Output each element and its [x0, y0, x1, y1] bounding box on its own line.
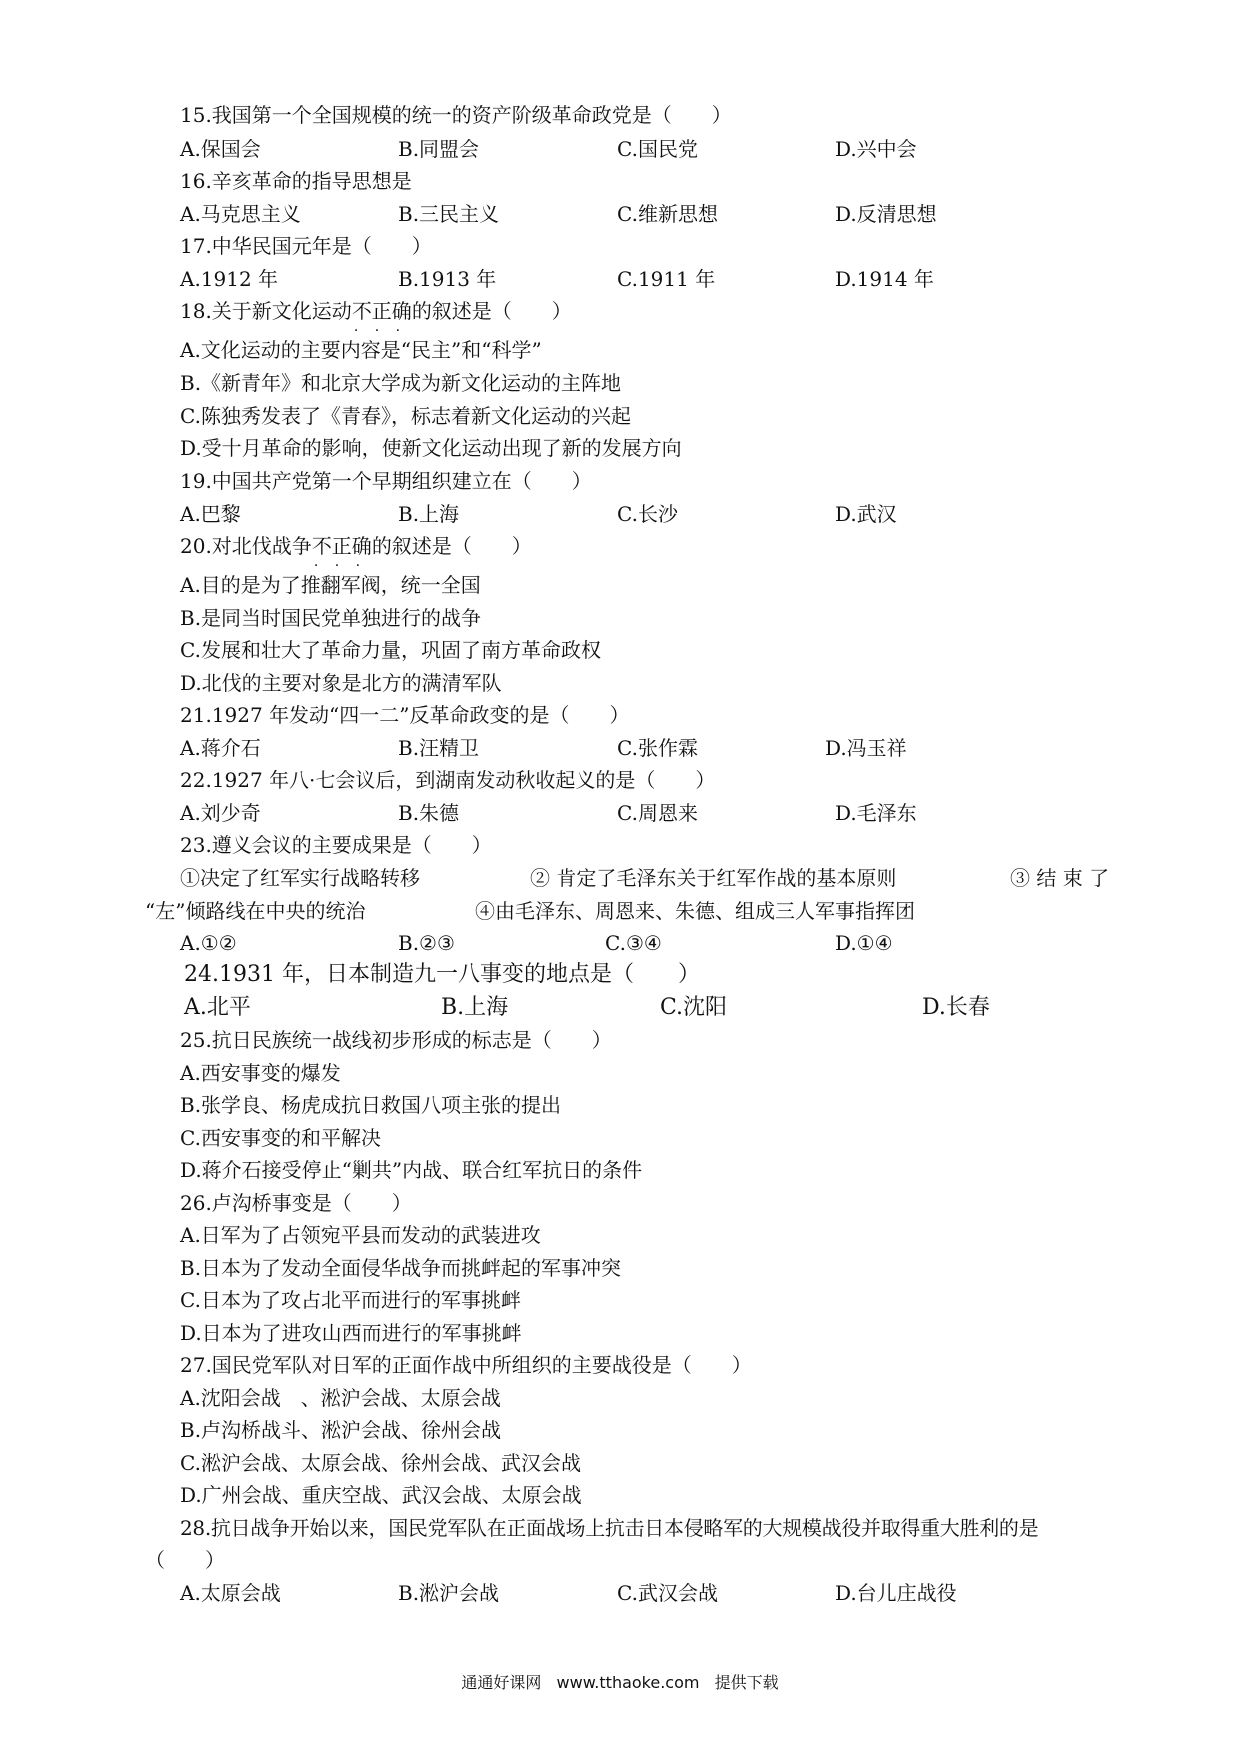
statement-1: ①决定了红军实行战略转移 — [180, 866, 420, 890]
option-c: C.长沙 — [617, 502, 678, 526]
option-d: D.兴中会 — [835, 137, 917, 161]
question-26-stem: 26.卢沟桥事变是（ ） — [180, 1191, 412, 1215]
question-22-stem: 22.1927 年八·七会议后，到湖南发动秋收起义的是（ ） — [180, 768, 716, 792]
question-18-option-b: B.《新青年》和北京大学成为新文化运动的主阵地 — [180, 371, 622, 395]
option-d: D.长春 — [922, 995, 990, 1020]
option-a: A.太原会战 — [180, 1581, 281, 1605]
option-b: B.淞沪会战 — [398, 1581, 500, 1605]
stem-prefix: 18.关于新文化运动 — [180, 299, 352, 323]
question-26-option-b: B.日本为了发动全面侵华战争而挑衅起的军事冲突 — [180, 1256, 622, 1280]
option-c: C.沈阳 — [660, 995, 728, 1020]
question-18-option-d: D.受十月革命的影响，使新文化运动出现了新的发展方向 — [180, 436, 682, 460]
question-22-options — [180, 801, 1180, 825]
option-b: B.汪精卫 — [398, 736, 480, 760]
option-a: A.巴黎 — [180, 502, 241, 526]
question-26-option-a: A.日军为了占领宛平县而发动的武装进攻 — [180, 1223, 541, 1247]
question-24-stem: 24.1931 年，日本制造九一八事变的地点是（ ） — [184, 962, 700, 987]
option-a: A.蒋介石 — [180, 736, 261, 760]
question-18-stem — [180, 299, 572, 323]
question-27-option-d: D.广州会战、重庆空战、武汉会战、太原会战 — [180, 1483, 582, 1507]
question-23-statements-row1 — [180, 866, 1120, 890]
question-23-statements-row2 — [145, 899, 1145, 923]
stem-prefix: 20.对北伐战争 — [180, 534, 312, 558]
stem-suffix: 的叙述是（ ） — [411, 299, 572, 323]
question-19-options — [180, 502, 1180, 526]
option-a: A.北平 — [184, 995, 251, 1020]
question-28-stem: 28.抗日战争开始以来，国民党军队在正面战场上抗击日本侵略军的大规模战役并取得重大胜利的是 — [180, 1516, 1039, 1540]
option-b: B.上海 — [398, 502, 460, 526]
question-15-options — [180, 137, 1180, 161]
option-c: C.③④ — [605, 931, 662, 955]
option-a: A.马克思主义 — [180, 202, 301, 226]
option-a: A.刘少奇 — [180, 801, 261, 825]
question-18-option-a: A.文化运动的主要内容是“民主”和“科学” — [180, 338, 542, 362]
option-a: A.保国会 — [180, 137, 261, 161]
question-20-option-d: D.北伐的主要对象是北方的满清军队 — [180, 671, 502, 695]
question-26-option-d: D.日本为了进攻山西而进行的军事挑衅 — [180, 1321, 522, 1345]
question-18-option-c: C.陈独秀发表了《青春》，标志着新文化运动的兴起 — [180, 404, 631, 428]
emphasized-text: 不正确 · · · — [312, 534, 372, 558]
question-15-stem: 15.我国第一个全国规模的统一的资产阶级革命政党是（ ） — [180, 103, 732, 127]
question-25-stem: 25.抗日民族统一战线初步形成的标志是（ ） — [180, 1028, 612, 1052]
option-a: A.1912 年 — [180, 267, 279, 291]
option-b: B.朱德 — [398, 801, 460, 825]
question-19-stem: 19.中国共产党第一个早期组织建立在（ ） — [180, 469, 592, 493]
question-24-options — [184, 996, 1184, 1020]
question-25-option-d: D.蒋介石接受停止“剿共”内战、联合红军抗日的条件 — [180, 1158, 643, 1182]
option-d: D.台儿庄战役 — [835, 1581, 957, 1605]
option-c: C.周恩来 — [617, 801, 698, 825]
question-26-option-c: C.日本为了攻占北平而进行的军事挑衅 — [180, 1288, 521, 1312]
option-c: C.张作霖 — [617, 736, 698, 760]
question-20-option-a: A.目的是为了推翻军阀，统一全国 — [180, 573, 481, 597]
option-c: C.1911 年 — [617, 267, 716, 291]
option-b: B.三民主义 — [398, 202, 500, 226]
option-d: D.毛泽东 — [835, 801, 917, 825]
question-17-stem: 17.中华民国元年是（ ） — [180, 234, 432, 258]
question-20-option-b: B.是同当时国民党单独进行的战争 — [180, 606, 482, 630]
option-c: C.维新思想 — [617, 202, 718, 226]
option-d: D.1914 年 — [835, 267, 934, 291]
page-footer — [0, 1670, 1240, 1693]
option-d: D.武汉 — [835, 502, 897, 526]
question-21-stem: 21.1927 年发动“四一二”反革命政变的是（ ） — [180, 703, 630, 727]
question-28-stem-continued: （ ） — [145, 1548, 225, 1572]
option-a: A.①② — [180, 931, 237, 955]
option-b: B.1913 年 — [398, 267, 497, 291]
emphasized-text: 不正确 · · · — [352, 299, 412, 323]
question-23-options — [180, 931, 1180, 955]
statement-2: ② 肯定了毛泽东关于红军作战的基本原则 — [530, 866, 897, 890]
statement-4: ④由毛泽东、周恩来、朱德、组成三人军事指挥团 — [475, 899, 915, 923]
option-c: C.武汉会战 — [617, 1581, 718, 1605]
question-25-option-c: C.西安事变的和平解决 — [180, 1126, 381, 1150]
question-27-stem: 27.国民党军队对日军的正面作战中所组织的主要战役是（ ） — [180, 1353, 752, 1377]
option-b: B.上海 — [441, 995, 509, 1020]
question-28-options — [180, 1581, 1180, 1605]
footer-url[interactable]: www.tthaoke.com — [556, 1673, 700, 1692]
question-20-stem — [180, 534, 532, 558]
footer-note: 提供下载 — [714, 1673, 779, 1692]
question-25-option-b: B.张学良、杨虎成抗日救国八项主张的提出 — [180, 1093, 562, 1117]
footer-site-name: 通通好课网 — [461, 1673, 542, 1692]
question-16-options — [180, 202, 1180, 226]
option-c: C.国民党 — [617, 137, 698, 161]
statement-3-end: “左”倾路线在中央的统治 — [145, 899, 366, 923]
option-d: D.反清思想 — [835, 202, 937, 226]
question-21-options — [180, 736, 1180, 760]
stem-suffix: 的叙述是（ ） — [371, 534, 532, 558]
statement-3-start: ③ 结 束 了 — [1010, 866, 1110, 890]
question-27-option-b: B.卢沟桥战斗、淞沪会战、徐州会战 — [180, 1418, 502, 1442]
question-16-stem: 16.辛亥革命的指导思想是 — [180, 169, 412, 193]
question-27-option-a: A.沈阳会战 、淞沪会战、太原会战 — [180, 1386, 501, 1410]
option-b: B.②③ — [398, 931, 455, 955]
question-17-options — [180, 267, 1180, 291]
option-b: B.同盟会 — [398, 137, 480, 161]
question-23-stem: 23.遵义会议的主要成果是（ ） — [180, 833, 492, 857]
option-d: D.①④ — [835, 931, 893, 955]
option-d: D.冯玉祥 — [825, 736, 907, 760]
question-25-option-a: A.西安事变的爆发 — [180, 1061, 341, 1085]
question-20-option-c: C.发展和壮大了革命力量，巩固了南方革命政权 — [180, 638, 601, 662]
question-27-option-c: C.淞沪会战、太原会战、徐州会战、武汉会战 — [180, 1451, 581, 1475]
